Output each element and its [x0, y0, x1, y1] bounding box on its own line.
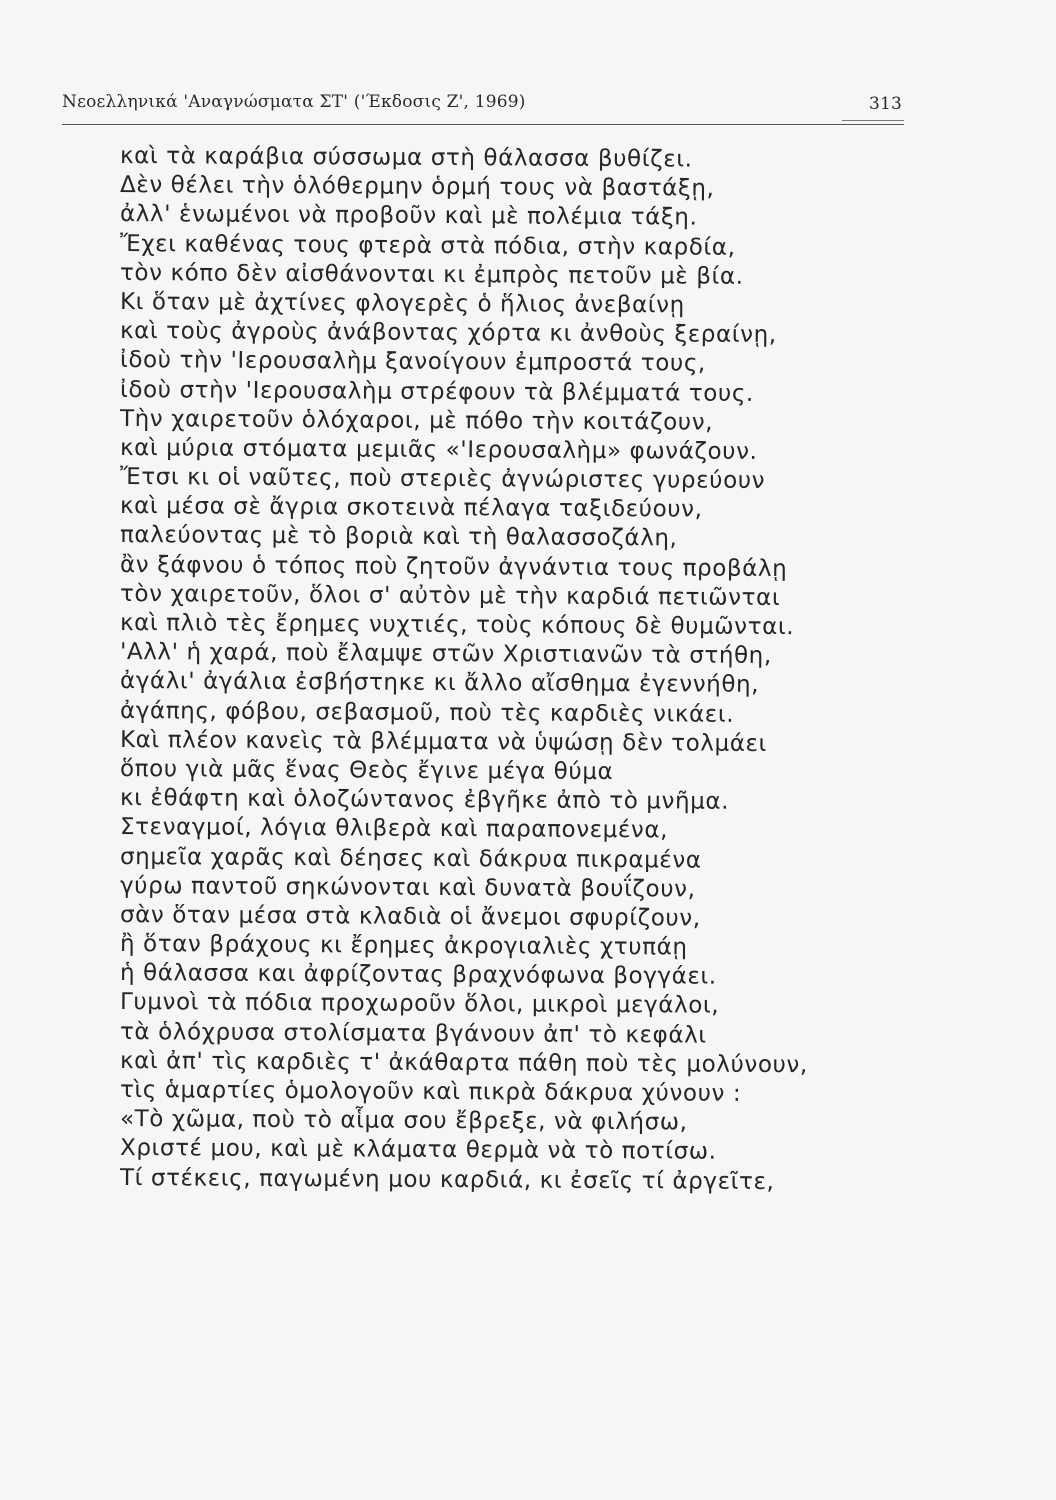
poem-line: σὰν ὅταν μέσα στὰ κλαδιὰ οἱ ἄνεμοι σφυρίζουν,	[119, 901, 701, 932]
running-header	[62, 92, 904, 122]
header-rule	[62, 124, 904, 125]
poem-line: τὸν κόπο δὲν αἰσθάνονται κι ἐμπρὸς πετοῦν μὲ βία.	[119, 259, 744, 290]
poem-line: Κι ὅταν μὲ ἀχτίνες φλογερὲς ὁ ἥλιος ἀνεβαίνῃ	[119, 288, 685, 319]
poem-line: καὶ τοὺς ἀγροὺς ἀνάβοντας χόρτα κι ἀνθοὺς ξεραίνῃ,	[119, 318, 777, 349]
poem-line: γύρω παντοῦ σηκώνονται καὶ δυνατὰ βουΐζουν,	[119, 872, 696, 903]
poem-line: ἢ ὅταν βράχους κι ἔρημες ἀκρογιαλιὲς χτυπάῃ	[119, 931, 688, 961]
poem-line: Γυμνοὶ τὰ πόδια προχωροῦν ὅλοι, μικροὶ μεγάλοι,	[119, 989, 720, 1020]
poem-line: ἡ θάλασσα και ἀφρίζοντας βραχνόφωνα βογγάει.	[119, 960, 717, 990]
poem-line: παλεύοντας μὲ τὸ βοριὰ καὶ τὴ θαλασσοζάλη,	[119, 522, 678, 552]
poem-line: Χριστέ μου, καὶ μὲ κλάματα θερμὰ νὰ τὸ ποτίσω.	[119, 1135, 717, 1166]
poem-line: Ἔτσι κι οἱ ναῦτες, ποὺ στεριὲς ἀγνώριστες γυρεύουν	[119, 464, 766, 495]
poem-line: ἀγάλι' ἀγάλια ἐσβήστηκε κι ἄλλο αἴσθημα ἐγεννήθη,	[119, 668, 760, 699]
poem-line: Στεναγμοί, λόγια θλιβερὰ καὶ παραπονεμένα,	[119, 814, 669, 844]
poem-line: Ἔχει καθένας τους φτερὰ στὰ πόδια, στὴν καρδία,	[119, 230, 736, 261]
poem-line: καὶ ἀπ' τὶς καρδιὲς τ' ἀκάθαρτα πάθη ποὺ τὲς μολύνουν,	[119, 1047, 808, 1079]
poem-line: «Τὸ χῶμα, ποὺ τὸ αἷμα σου ἔβρεξε, νὰ φιλήσω,	[119, 1106, 688, 1136]
poem-text	[120, 142, 920, 1193]
poem-line: κι ἐθάφτη καὶ ὁλοζώντανος ἐβγῆκε ἀπὸ τὸ μνῆμα.	[119, 785, 730, 815]
poem-line: ἀλλ' ἑνωμένοι νὰ προβοῦν καὶ μὲ πολέμια τάξη.	[119, 201, 698, 231]
poem-line: τὸν χαιρετοῦν, ὅλοι σ' αὐτὸν μὲ τὴν καρδιά πετιῶνται	[119, 580, 781, 611]
poem-line: Καὶ πλέον κανεὶς τὰ βλέμματα νὰ ὑψώσῃ δὲν τολμάει	[119, 726, 768, 757]
header-rule-short	[842, 120, 904, 121]
poem-line: ἂν ξάφνου ὁ τόπος ποὺ ζητοῦν ἀγνάντια τους προβάλῃ	[119, 551, 788, 582]
poem-line: 'Αλλ' ἡ χαρά, ποὺ ἔλαμψε στῶν Χριστιανῶν τὰ στήθη,	[119, 639, 772, 670]
poem-line: καὶ μέσα σὲ ἄγρια σκοτεινὰ πέλαγα ταξιδεύουν,	[119, 493, 703, 523]
poem-line: ὅπου γιὰ μᾶς ἕνας Θεὸς ἔγινε μέγα θύμα	[119, 755, 614, 785]
poem-line: καὶ τὰ καράβια σύσσωμα στὴ θάλασσα βυθίζει.	[119, 143, 693, 173]
poem-line: ἰδοὺ τὴν 'Ιερουσαλὴμ ξανοίγουν ἐμπροστά τους,	[119, 347, 706, 377]
book-title: Νεοελληνικά 'Αναγνώσματα ΣΤ' ('Έκδοσις Ζ', 1969)	[62, 92, 526, 112]
poem-line: καὶ μύρια στόματα μεμιᾶς «'Ιερουσαλὴμ» φωνάζουν.	[119, 434, 758, 465]
poem-line: Τί στέκεις, παγωμένη μου καρδιά, κι ἐσεῖς τί ἀργεῖτε,	[119, 1164, 775, 1195]
poem-line: τὶς ἁμαρτίες ὁμολογοῦν καὶ πικρὰ δάκρυα χύνουν :	[119, 1077, 742, 1107]
poem-line: Τὴν χαιρετοῦν ὁλόχαροι, μὲ πόθο τὴν κοιτάζουν,	[119, 405, 714, 436]
poem-line: σημεῖα χαρᾶς καὶ δέησες καὶ δάκρυα πικραμένα	[119, 843, 702, 874]
poem-line: καὶ πλιὸ τὲς ἔρημες νυχτιές, τοὺς κόπους δὲ θυμῶνται.	[119, 610, 795, 641]
poem-line: ἰδοὺ στὴν 'Ιερουσαλὴμ στρέφουν τὰ βλέμματά τους.	[119, 376, 754, 407]
page-number: 313	[868, 94, 902, 114]
poem-line: ἀγάπης, φόβου, σεβασμοῦ, ποὺ τὲς καρδιὲς νικάει.	[119, 697, 735, 728]
poem-line: Δὲν θέλει τὴν ὁλόθερμην ὁρμή τους νὰ βαστάξῃ,	[119, 172, 715, 202]
poem-line: τὰ ὁλόχρυσα στολίσματα βγάνουν ἀπ' τὸ κεφάλι	[119, 1018, 707, 1049]
